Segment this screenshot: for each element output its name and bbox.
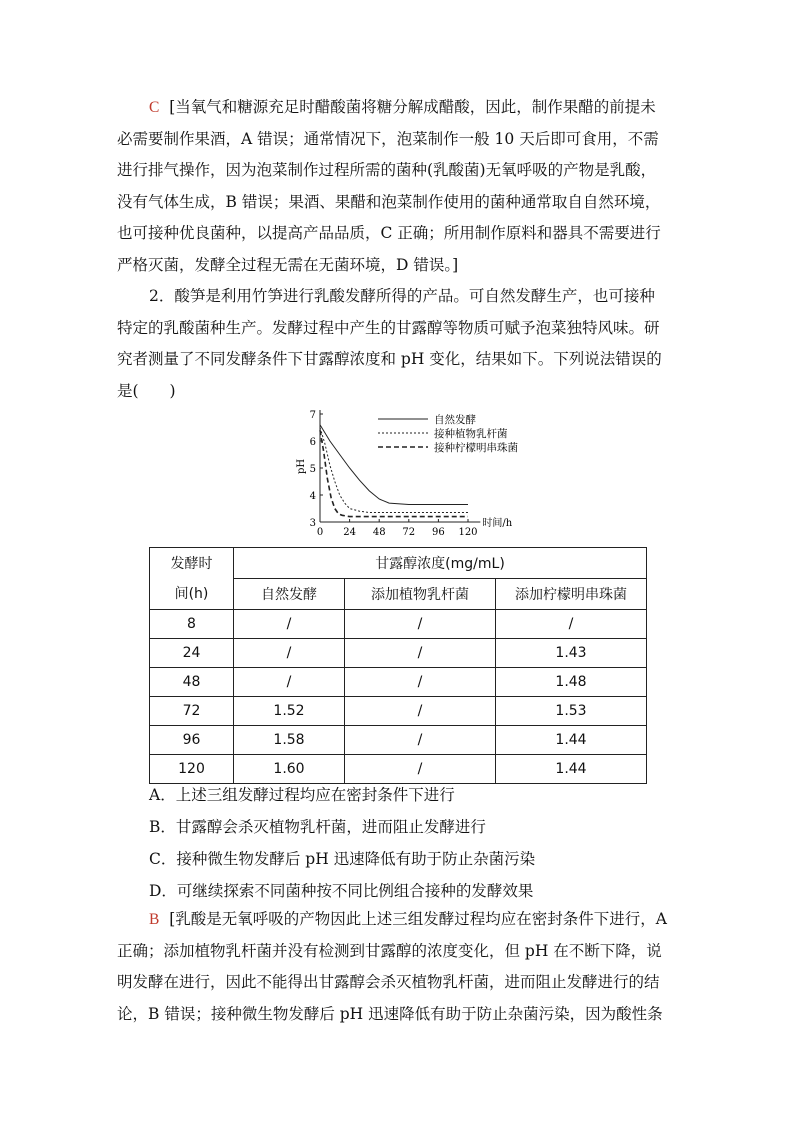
ph-chart (290, 402, 540, 542)
explanation-2 (117, 904, 677, 1030)
table-row: 72 1.52 / 1.53 (150, 697, 647, 726)
time-header: 发酵时 间(h) (150, 548, 234, 610)
mannitol-table (149, 547, 647, 784)
col-header: 自然发酵 (234, 579, 345, 610)
table-row: 24 / / 1.43 (150, 639, 647, 668)
legend-label: 接种柠檬明串珠菌 (434, 442, 518, 454)
table-row: 8 / / / (150, 610, 647, 639)
explanation-1-line: 严格灭菌，发酵全过程无需在无菌环境，D 错误。] (117, 255, 459, 274)
y-tick-label: 3 (309, 518, 316, 529)
series-line (320, 428, 468, 513)
group-header: 甘露醇浓度(mg/mL) (234, 548, 647, 579)
x-tick-label: 48 (372, 527, 386, 538)
explanation-1-line: 没有气体生成，B 错误；果酒、果醋和泡菜制作使用的菌种通常取自自然环境， (117, 192, 661, 211)
question-line: 特定的乳酸菌种生产。发酵过程中产生的甘露醇等物质可赋予泡菜独特风味。研 (117, 318, 660, 337)
explanation-2-line: 正确；添加植物乳杆菌并没有检测到甘露醇的浓度变化，但 pH 在不断下降，说 (117, 941, 662, 960)
question-line: 2．酸笋是利用竹笋进行乳酸发酵所得的产品。可自然发酵生产，也可接种 (149, 287, 655, 305)
y-tick-label: 6 (309, 437, 316, 448)
legend-label: 自然发酵 (434, 414, 476, 426)
option-a: A．上述三组发酵过程均应在密封条件下进行 (149, 786, 455, 804)
x-tick-label: 72 (402, 527, 416, 538)
answer-letter: C (149, 99, 160, 116)
y-tick-label: 7 (309, 410, 316, 421)
question-2 (117, 281, 677, 407)
question-line: 是( ) (117, 381, 176, 400)
explanation-2-line: B [乳酸是无氧呼吸的产物因此上述三组发酵过程均应在密封条件下进行，A (149, 910, 667, 928)
explanation-1-line: C [当氧气和糖源充足时醋酸菌将糖分解成醋酸，因此，制作果醋的前提未 (149, 98, 656, 116)
option-b: B．甘露醇会杀灭植物乳杆菌，进而阻止发酵进行 (149, 818, 486, 836)
table-row: 48 / / 1.48 (150, 668, 647, 697)
x-tick-label: 0 (316, 527, 324, 538)
explanation-1-line: 必需要制作果酒，A 错误；通常情况下，泡菜制作一般 10 天后即可食用，不需 (117, 129, 659, 148)
table-row: 120 1.60 / 1.44 (150, 755, 647, 784)
explanation-2-line: 论，B 错误；接种微生物发酵后 pH 迅速降低有助于防止杂菌污染，因为酸性条 (117, 1004, 663, 1023)
legend-label: 接种植物乳杆菌 (434, 428, 508, 440)
x-axis-label: 时间/h (482, 518, 513, 529)
option-c: C．接种微生物发酵后 pH 迅速降低有助于防止杂菌污染 (149, 850, 536, 868)
explanation-1 (117, 92, 677, 281)
explanation-1-line: 也可接种优良菌种，以提高产品品质，C 正确；所用制作原料和器具不需要进行 (117, 224, 661, 242)
table-row: 96 1.58 / 1.44 (150, 726, 647, 755)
explanation-1-line: 进行排气操作，因为泡菜制作过程所需的菌种(乳酸菌)无氧呼吸的产物是乳酸， (117, 161, 657, 179)
x-tick-label: 96 (432, 527, 445, 538)
x-tick-label: 120 (458, 527, 478, 538)
col-header: 添加柠檬明串珠菌 (496, 579, 647, 610)
y-tick-label: 5 (309, 464, 316, 475)
col-header: 添加植物乳杆菌 (345, 579, 496, 610)
option-d: D．可继续探索不同菌种按不同比例组合接种的发酵效果 (149, 882, 534, 900)
explanation-2-line: 明发酵在进行，因此不能得出甘露醇会杀灭植物乳杆菌，进而阻止发酵进行的结 (117, 973, 660, 991)
y-axis-label: pH (296, 458, 307, 474)
question-line: 究者测量了不同发酵条件下甘露醇浓度和 pH 变化，结果如下。下列说法错误的 (117, 350, 662, 368)
x-tick-label: 24 (343, 527, 356, 538)
answer-letter: B (149, 911, 160, 928)
y-tick-label: 4 (309, 491, 316, 502)
